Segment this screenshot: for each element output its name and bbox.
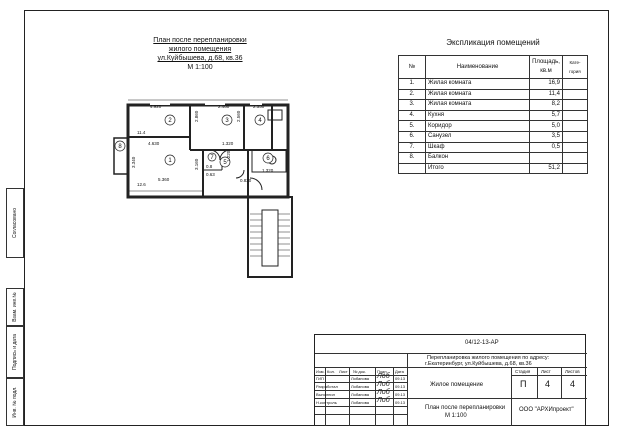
row-name: Жилая комната [426, 100, 530, 111]
row-area: 11,4 [530, 89, 563, 100]
staircase-well [262, 210, 278, 266]
row-num: 5. [399, 121, 426, 132]
row-name: Кухня [426, 110, 530, 121]
role-exec: Выполнил [316, 392, 335, 397]
head-ndok: № док. [353, 369, 366, 374]
side-stamp-text: Инв. № подл. [12, 386, 18, 418]
table-row [399, 153, 588, 164]
project-line1: Перепланировка жилого помещения по адресу: [427, 355, 550, 361]
sheets-value: 4 [570, 379, 576, 389]
table-row [399, 131, 588, 142]
plan-title-line2: жилого помещения [168, 46, 232, 53]
company-name: ООО "АРХИпроект" [519, 407, 574, 413]
row-area [530, 153, 563, 164]
head-date: Дата [395, 369, 404, 374]
row-area: 0,5 [530, 142, 563, 153]
explication-header-row [399, 56, 588, 79]
side-stamp-text: Согласовано [12, 207, 18, 239]
dim-d1: 4.920 [150, 104, 162, 109]
col-category: Кате-гория [563, 56, 588, 79]
col-area: Площадь, кв.м [530, 56, 563, 79]
row-name: Санузел [426, 131, 530, 142]
project-line2: г.Екатеринбург, ул.Куйбышева, д.68, кв.36 [425, 361, 532, 367]
dim-d14: 0.63 [206, 172, 215, 177]
row-area: 16,9 [530, 79, 563, 90]
row-area: 5,7 [530, 110, 563, 121]
row-num: 7. [399, 142, 426, 153]
dim-d7: 2.860 [194, 110, 199, 122]
row-area: 5,0 [530, 121, 563, 132]
room-number-2: 2 [168, 118, 172, 124]
date-exec: 09.13 [395, 392, 406, 397]
row-area: 51,2 [530, 163, 563, 174]
dim-d12: 1.320 [262, 168, 274, 173]
sheet-name-line1: План после перепланировки [425, 405, 506, 411]
table-row [399, 121, 588, 132]
table-row [399, 142, 588, 153]
dim-d9: 3.340 [131, 156, 136, 168]
room-number-5: 5 [223, 160, 227, 166]
date-gip: 09.13 [395, 376, 406, 381]
table-row [399, 79, 588, 90]
name-gip: Лобанова [351, 376, 370, 381]
row-num: 4. [399, 110, 426, 121]
side-stamp-text: Подпись и дата [12, 334, 18, 370]
explication-title: Экспликация помещений [446, 38, 540, 47]
stage-label: Стадия [515, 369, 531, 374]
head-list: Лист [339, 369, 348, 374]
row-name: Коридор [426, 121, 530, 132]
room-number-4: 4 [258, 118, 262, 124]
row-num [399, 163, 426, 174]
dim-d16: 12.6 [137, 182, 146, 187]
sheets-label: Листов [565, 369, 580, 374]
dim-d10: 3.160 [194, 158, 199, 170]
row-name: Жилая комната [426, 79, 530, 90]
room-number-6: 6 [266, 156, 270, 162]
side-stamp-cell [6, 326, 24, 378]
head-kol: Кол. [327, 369, 335, 374]
dim-d15: 11.4 [137, 130, 146, 135]
role-ncontrol: Н.контроль [316, 400, 337, 405]
signature: Лоб [377, 389, 390, 396]
plan-scale: М 1:100 [187, 64, 213, 71]
room-number-8: 8 [118, 144, 122, 150]
side-stamp-text: Взам. инв.№ [12, 292, 18, 322]
row-name: Балкон [426, 153, 530, 164]
object-name: Жилое помещение [430, 382, 484, 388]
col-name: Наименование [426, 56, 530, 79]
dim-d2: 2.460 [218, 104, 230, 109]
doc-code: 04/12-13-АР [465, 340, 499, 346]
room-number-7: 7 [210, 155, 214, 161]
side-stamp-cell [6, 188, 24, 258]
sheet-name-line2: М 1:100 [445, 413, 467, 419]
dim-d13: 0.8 [206, 164, 213, 169]
staircase-walls [248, 197, 292, 277]
col-num: № [399, 56, 426, 79]
row-num: 2. [399, 89, 426, 100]
explication-table [398, 55, 588, 174]
dim-d3: 2.550 [253, 104, 265, 109]
sink [268, 110, 282, 120]
room-number-3: 3 [225, 118, 229, 124]
date-ncontrol: 09.13 [395, 400, 406, 405]
entrance-door-arc [250, 178, 262, 190]
signature: Лоб [377, 373, 390, 380]
row-name: Шкаф [426, 142, 530, 153]
door-arc-3 [236, 170, 244, 178]
room-number-1: 1 [168, 158, 172, 164]
row-name: Жилая комната [426, 89, 530, 100]
stair-steps [250, 214, 290, 256]
row-num: 6. [399, 131, 426, 142]
table-row [399, 89, 588, 100]
title-block [314, 334, 586, 426]
name-ncontrol: Лобанова [351, 400, 370, 405]
dim-d5: 1.320 [222, 141, 234, 146]
row-area: 3,5 [530, 131, 563, 142]
dim-d4: 4.630 [148, 141, 160, 146]
date-dev: 09.13 [395, 384, 406, 389]
side-stamp-cell [6, 378, 24, 426]
role-dev: Разработал [316, 384, 338, 389]
side-stamp [6, 188, 24, 426]
dim-d17: 0.820 [240, 178, 252, 183]
plan-title-line3: ул.Куйбышева, д.68, кв.36 [157, 55, 243, 62]
row-area: 8,2 [530, 100, 563, 111]
signature: Лоб [377, 397, 390, 404]
plan-title-line1: План после перепланировки [153, 37, 247, 44]
head-izm: Изм. [316, 369, 325, 374]
table-row-total [399, 163, 588, 174]
table-row [399, 110, 588, 121]
row-name: Итого [426, 163, 530, 174]
sheet-value: 4 [545, 379, 551, 389]
signature: Лоб [377, 381, 390, 388]
stage-value: П [520, 379, 527, 389]
table-row [399, 100, 588, 111]
side-stamp-cell [6, 288, 24, 326]
head-podp: Подп. [377, 369, 388, 374]
row-num: 1. [399, 79, 426, 90]
row-num: 3. [399, 100, 426, 111]
dim-d11: 1.220 [226, 150, 231, 162]
name-dev: Лобанова [351, 384, 370, 389]
dim-d8: 2.560 [236, 110, 241, 122]
role-gip: ГИП [316, 376, 324, 381]
sheet-label: Лист [541, 369, 551, 374]
row-num: 8. [399, 153, 426, 164]
name-exec: Лобанова [351, 392, 370, 397]
dim-d6: 5.360 [158, 177, 170, 182]
